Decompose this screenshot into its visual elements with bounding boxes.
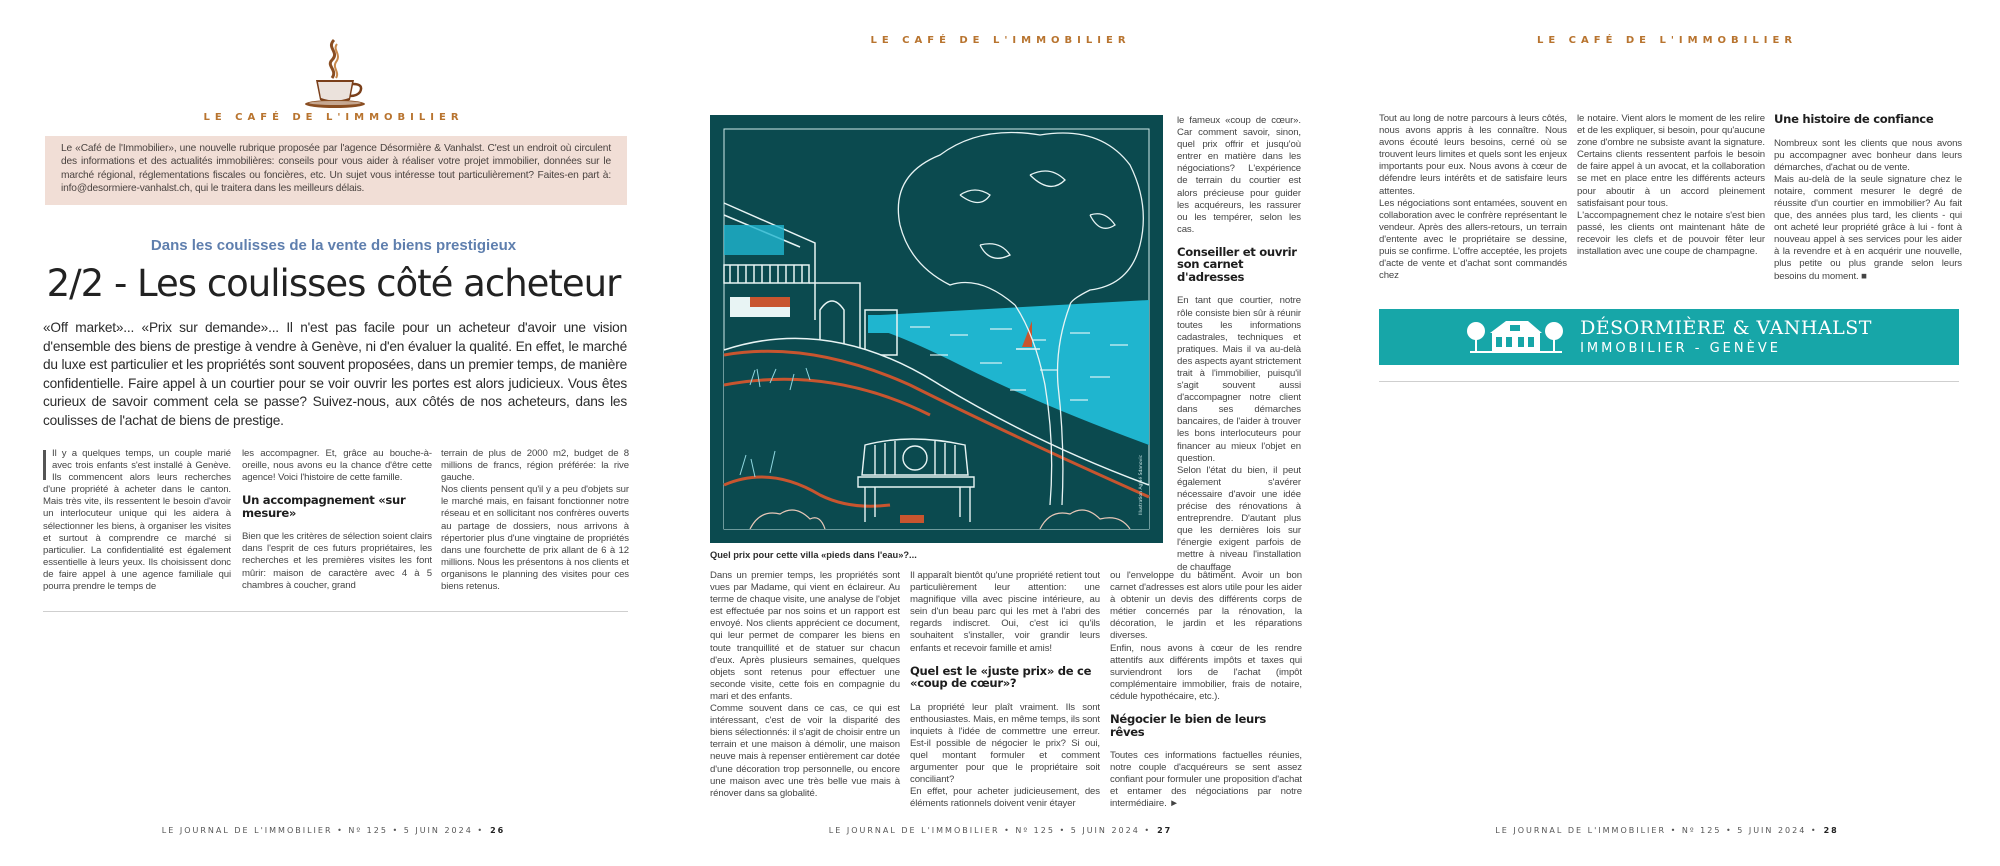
divider (1379, 381, 1959, 382)
paragraph: Il y a quelques temps, un couple marié avec trois enfants s'est installé à Genève. Ils commencent alors leurs recherches d'une propriété à acheter dans le canton. Mais très vite, ils ressentent le besoin d'avoir un interlocuteur unique qui les aidera à sélectionner les biens, à organiser les visites et surtout à comprendre ce marché si particulier. La confidentialité est également essentielle à leurs yeux. Ils choisissent donc de faire appel à une agence familiale qui pourra prendre le temps de (43, 448, 231, 593)
article-column-2 (910, 570, 1100, 811)
page-28 (1334, 0, 2000, 866)
illustration-caption: Quel prix pour cette villa «pieds dans l'eau»?... (710, 550, 917, 560)
coffee-cup-icon (290, 38, 380, 110)
page-number: 28 (1823, 826, 1839, 835)
rubric-title: LE CAFÉ DE L'IMMOBILIER (870, 35, 1131, 46)
paragraph: L'accompagnement chez le notaire s'est bien passé, les clients ont maintenant hâte de recevoir les clefs et de pouvoir fêter leur installation avec une coupe de champagne. (1577, 209, 1765, 258)
rubric-title: LE CAFÉ DE L'IMMOBILIER (1536, 35, 1798, 46)
footer-text: LE JOURNAL DE L'IMMOBILIER • Nº 125 • 5 JUIN 2024 • (828, 826, 1152, 835)
article-lede: «Off market»... «Prix sur demande»... Il n'est pas facile pour un acheteur d'avoir une vision d'ensemble des biens de prestige à vendre à Genève, ni d'en évaluer la qualité. En effet, le marché du luxe est particulier et les propriétés sont souvent proposées, dans un premier temps, de manière confidentielle. Faire appel à un courtier pour se voir ouvrir les portes est alors judicieux. Vous êtes curieux de savoir comment cela se passe? Suivez-nous, aux côtés de nos acheteurs, dans les coulisses de l'achat de biens de prestige. (43, 320, 627, 428)
paragraph: ou l'enveloppe du bâtiment. Avoir un bon carnet d'adresses est alors utile pour les aider à obtenir un devis des différents corps de métier concernés par la rénovation, la décoration, le jardin et les réparations diverses. (1110, 570, 1302, 642)
svg-text:Illustration Aglaé Sdanovic: Illustration Aglaé Sdanovic (1139, 454, 1144, 515)
paragraph-text: Mais au-delà de la seule signature chez le notaire, comment mesurer le degré de réussite d'un courtier en immobilier? Au fait que, des années plus tard, les clients - qui ont acheté leur propriété grâce à lui - font à nouveau appel à ses services pour les aider à la revendre et à en acquérir une nouvelle, plus petite ou plus grande selon leurs besoins du moment. (1774, 173, 1962, 282)
article-column-1 (1379, 113, 1567, 282)
paragraph: Tout au long de notre parcours à leurs côtés, nous avons appris à les connaître. Nous avons écouté leurs besoins, cerné où se trouvent leurs limites et quels sont les enjeux importants pour eux. Nous avons à cœur de défendre leurs intérêts et de satisfaire leurs attentes. (1379, 113, 1567, 197)
paragraph (1774, 174, 1962, 283)
paragraph: Nombreux sont les clients que nous avons pu accompagner avec bonheur dans leurs démarches, d'achat ou de vente. (1774, 137, 1962, 173)
paragraph: Les négociations sont entamées, souvent en collaboration avec le confrère représentant le vendeur. Après des allers-retours, un terrain d'entente avec le propriétaire se dessine, puis se confirme. L'offre acceptée, les projets d'acte de vente et d'achat sont commandés chez (1379, 197, 1567, 282)
page-26 (0, 0, 667, 866)
continue-arrow-icon: ► (1169, 798, 1179, 810)
dropcap-bar (43, 450, 46, 480)
house-with-trees-icon (1466, 315, 1566, 360)
footer-text: LE JOURNAL DE L'IMMOBILIER • Nº 125 • 5 JUIN 2024 • (1495, 826, 1818, 835)
paragraph-text: Toutes ces informations factuelles réunies, notre couple d'acquéreurs se sent assez confiant pour formuler une proposition d'achat et entamer des négociations par notre intermédiaire. (1110, 750, 1302, 810)
article-column-2 (1577, 113, 1765, 258)
paragraph: En effet, pour acheter judicieusement, des éléments rationnels doivent venir étayer (910, 786, 1100, 810)
article-kicker: Dans les coulisses de la vente de biens prestigieux (150, 237, 517, 254)
article-column-3 (1110, 570, 1302, 811)
brand-name: DÉSORMIÈRE & VANHALST (1580, 317, 1872, 339)
article-column-1 (710, 570, 900, 800)
intro-text: Le «Café de l'Immobilier», une nouvelle rubrique proposée par l'agence Désormière & Vanhalst. C'est un endroit où circulent des informations et des actualités immobilières: conseils pour vous aider à réaliser votre projet immobilier, données sur le marché régional, réglementations fiscales ou foncières, etc. Un sujet vous intéresse tout particulièrement? Faites-en part à: info@desormiere-vanhalst.ch, qui le traitera dans les meilleurs délais. (61, 143, 611, 194)
paragraph: Il apparaît bientôt qu'une propriété retient tout particulièrement leur attention: une magnifique villa avec piscine intérieure, au sein d'un beau parc qui les met à l'abri des regards indiscret. Oui, c'est ici qu'ils souhaitent s'installer, voir grandir leurs enfants et recevoir famille et amis! (910, 570, 1100, 654)
brand-text (1580, 319, 1872, 355)
brand-subtitle: IMMOBILIER - GENÈVE (1580, 341, 1781, 356)
section-heading: Quel est le «juste prix» de ce «coup de cœur»? (910, 663, 1092, 691)
paragraph: les accompagner. Et, grâce au bouche-à-oreille, nous avons eu la chance d'être cette agence! Voici l'histoire de cette famille. (242, 448, 432, 484)
intro-box (45, 136, 627, 205)
article-column-1 (43, 448, 231, 593)
side-column (1177, 115, 1301, 574)
paragraph (1110, 750, 1302, 810)
section-heading: Conseiller et ouvrir son carnet d'adresses (1177, 244, 1297, 284)
paragraph: Selon l'état du bien, il peut également s'avérer nécessaire d'avoir une idée précise des rénovations à entreprendre. D'autant plus que les dernières lois sur l'énergie exigent parfois de mettre à niveau l'installation de chauffage (1177, 464, 1301, 573)
paragraph: Comme souvent dans ce cas, ce qui est intéressant, c'est de voir la disparité des biens sélectionnés: il s'agit de choisir entre un terrain et une maison à démolir, une maison neuve mais à repenser entièrement car dotée d'une décoration trop personnelle, ou encore une maison avec une très belle vue mais à rénover dans sa globalité. (710, 703, 900, 799)
page-footer (0, 826, 667, 835)
paragraph: Enfin, nous avons à cœur de les rendre attentifs aux différents impôts et taxes qui surviendront lors de l'achat (impôt complémentaire immobilier, frais de notaire, cédule hypothécaire, etc.). (1110, 642, 1302, 702)
page-27 (667, 0, 1334, 866)
article-column-3 (441, 448, 629, 593)
paragraph: terrain de plus de 2000 m2, budget de 8 millions de francs, région préférée: la rive gauche. (441, 448, 629, 484)
villa-lake-illustration (710, 115, 1163, 543)
paragraph: En tant que courtier, notre rôle consiste bien sûr à réunir toutes les informations cadastrales, techniques et pratiques. Mais il va au-delà des aspects ayant strictement trait à l'immobilier, puisqu'il s'agit souvent aussi d'accompagner notre client dans ses démarches bancaires, de l'aider à trouver les bons interlocuteurs pour financer au mieux l'objet en question. (1177, 295, 1302, 464)
article-column-3 (1774, 113, 1962, 283)
paragraph: le fameux «coup de cœur». Car comment savoir, sinon, quel prix offrir et jusqu'où entrer en matière dans les négociations? L'expérience de terrain du courtier est alors précieuse pour guider les acquéreurs, les rassurer ou les tempérer, selon les cas. (1177, 115, 1301, 235)
footer-text: LE JOURNAL DE L'IMMOBILIER • Nº 125 • 5 JUIN 2024 • (161, 826, 485, 835)
page-number: 26 (490, 826, 506, 835)
paragraph: Dans un premier temps, les propriétés sont vues par Madame, qui vient en éclaireur. Au terme de chaque visite, une analyse de l'objet est effectuée par nos soins et un rapport est envoyé. Nos clients apprécient ce document, qui leur permet de comparer les biens en toute tranquillité et de statuer sur chacun d'eux. Après plusieurs semaines, quelques objets sont retenus pour effectuer une seconde visite, cette fois en compagnie du mari et des enfants. (710, 570, 900, 702)
paragraph: le notaire. Vient alors le moment de les relire et de les expliquer, si besoin, pour qu'aucune zone d'ombre ne subsiste avant la signature. Certains clients ressentent parfois le besoin de faire appel à un avocat, et la collaboration se met en place entre les différents acteurs pour aboutir à un accord pleinement satisfaisant pour tous. (1577, 113, 1765, 209)
page-footer (1334, 826, 2000, 835)
divider (43, 611, 628, 612)
paragraph: La propriété leur plaît vraiment. Ils sont enthousiastes. Mais, en même temps, ils sont inquiets à l'idée de commettre une erreur. Est-il possible de négocier le prix? Si oui, quel montant formuler et comment argumenter pour que le propriétaire soit conciliant? (910, 701, 1100, 786)
page-footer (667, 826, 1334, 835)
page-number: 27 (1157, 826, 1173, 835)
paragraph: Nos clients pensent qu'il y a peu d'objets sur le marché mais, en faisant fonctionner notre réseau et en sollicitant nos confrères ouverts au partage de dossiers, nous arrivons à répertorier plus d'une vingtaine de propriétés dans une fourchette de prix allant de 6 à 12 millions. Nous les présentons à nos clients et organisons le planning des visites pour ces biens retenus. (441, 484, 629, 593)
article-headline: 2/2 - Les coulisses côté acheteur (46, 262, 621, 305)
section-heading: Une histoire de confiance (1774, 112, 1934, 126)
section-heading: Un accompagnement «sur mesure» (242, 493, 406, 520)
brand-banner (1379, 309, 1959, 365)
end-mark-icon: ■ (1861, 270, 1867, 282)
rubric-title: LE CAFÉ DE L'IMMOBILIER (203, 112, 464, 123)
article-column-2 (242, 448, 432, 592)
section-heading: Négocier le bien de leurs rêves (1110, 712, 1267, 739)
paragraph: Bien que les critères de sélection soient clairs dans l'esprit de ces futurs propriétaires, les recherches et les premières visites les font mûrir: maison de caractère avec 4 à 5 chambres à coucher, grand (242, 531, 432, 591)
